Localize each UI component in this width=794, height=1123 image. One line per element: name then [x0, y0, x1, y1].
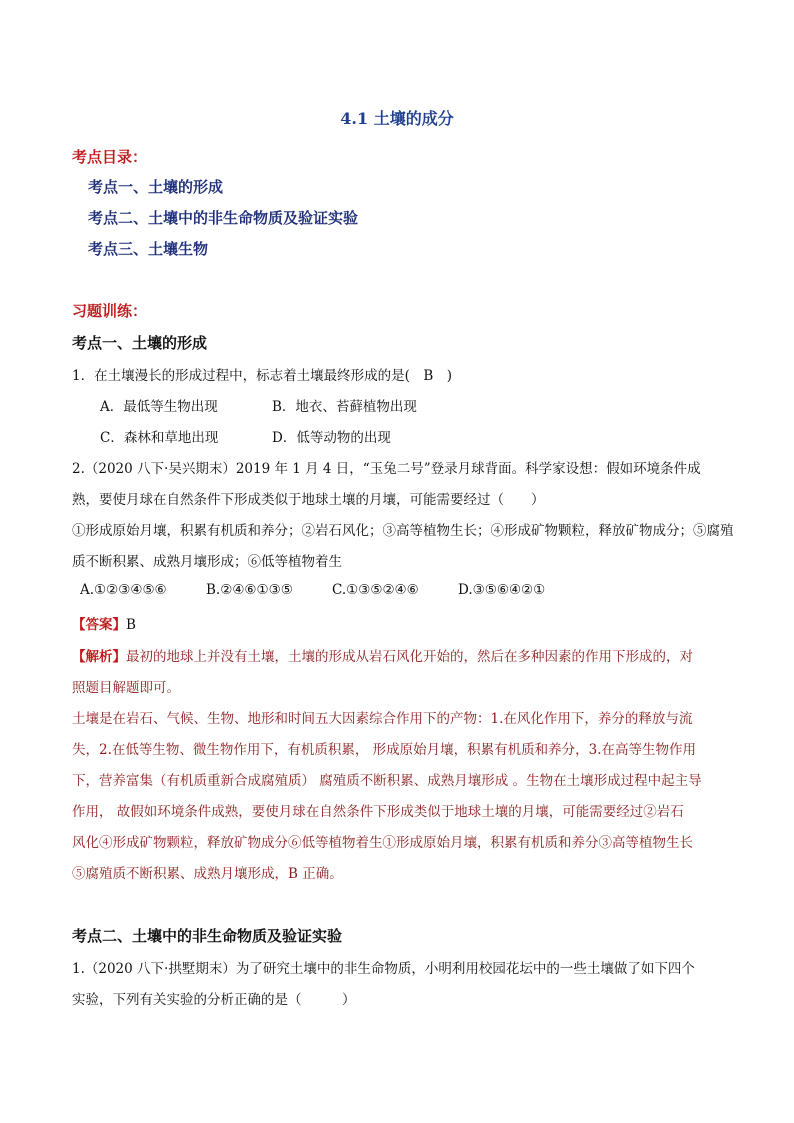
option-c: C.①③⑤②④⑥ [332, 582, 419, 598]
answer-line [72, 613, 732, 633]
option-b: B.②④⑥①③⑤ [206, 582, 293, 598]
analysis-text: 最初的地球上并没有土壤，土壤的形成从岩石风化开始的，然后在多种因素的作用下形成的，对 [126, 649, 693, 665]
toc-item-1: 考点一、土壤的形成 [88, 178, 224, 196]
analysis-line: 照题目解题即可。 [72, 680, 180, 696]
analysis-line [72, 645, 732, 665]
answer-value: B [126, 617, 136, 633]
analysis-label: 【解析】 [72, 649, 126, 665]
option-a: A.①②③④⑤⑥ [80, 582, 167, 598]
practice-heading: 习题训练： [72, 302, 148, 320]
option-d: D.③⑤⑥④②① [458, 582, 546, 598]
option-c: C．森林和草地出现 [100, 430, 219, 446]
question-stem: 1．在土壤漫长的形成过程中，标志着土壤最终形成的是( B ) [72, 368, 453, 384]
question-line: ①形成原始月壤，积累有机质和养分；②岩石风化；③高等植物生长；④形成矿物颗粒，释放矿物成分；⑤腐殖 [72, 523, 734, 539]
analysis-line: 下，营养富集（有机质重新合成腐殖质） 腐殖质不断积累、成熟月壤形成 。生物在土壤形成过程中起主导 [72, 773, 702, 789]
analysis-line: 失，2.在低等生物、微生物作用下，有机质积累， 形成原始月壤，积累有机质和养分，3.在高等生物作用 [72, 742, 697, 758]
page-title: 4.1 土壤的成分 [340, 109, 454, 128]
option-a: A．最低等生物出现 [100, 399, 218, 415]
question-line: 2.（2020 八下·吴兴期末）2019 年 1 月 4 日，“玉兔二号”登录月球背面。科学家设想：假如环境条件成 [72, 461, 701, 477]
answer-label: 【答案】 [72, 617, 126, 633]
toc-heading: 考点目录： [72, 148, 148, 166]
analysis-line: 风化④形成矿物颗粒，释放矿物成分⑥低等植物着生①形成原始月壤，积累有机质和养分③高等植物生长 [72, 835, 693, 851]
question-line: 质不断积累、成熟月壤形成；⑥低等植物着生 [72, 554, 342, 570]
analysis-line: 作用， 故假如环境条件成熟，要使月球在自然条件下形成类似于地球土壤的月壤，可能需要经过②岩石 [72, 804, 684, 820]
analysis-line: 土壤是在岩石、气候、生物、地形和时间五大因素综合作用下的产物：1.在风化作用下，养分的释放与流 [72, 711, 693, 727]
toc-item-3: 考点三、土壤生物 [88, 240, 209, 258]
option-b: B．地衣、苔藓植物出现 [272, 399, 417, 415]
option-d: D．低等动物的出现 [272, 430, 391, 446]
question-line: 实验，下列有关实验的分析正确的是（ ） [72, 992, 356, 1008]
question-line: 熟，要使月球在自然条件下形成类似于地球土壤的月壤，可能需要经过（ ） [72, 492, 545, 508]
section1-heading: 考点一、土壤的形成 [72, 334, 208, 352]
analysis-line: ⑤腐殖质不断积累、成熟月壤形成，B 正确。 [72, 866, 343, 882]
toc-item-2: 考点二、土壤中的非生命物质及验证实验 [88, 209, 359, 227]
question-line: 1.（2020 八下·拱墅期末）为了研究土壤中的非生命物质，小明利用校园花坛中的一些土壤做了如下四个 [72, 961, 695, 977]
section2-heading: 考点二、土壤中的非生命物质及验证实验 [72, 927, 343, 945]
